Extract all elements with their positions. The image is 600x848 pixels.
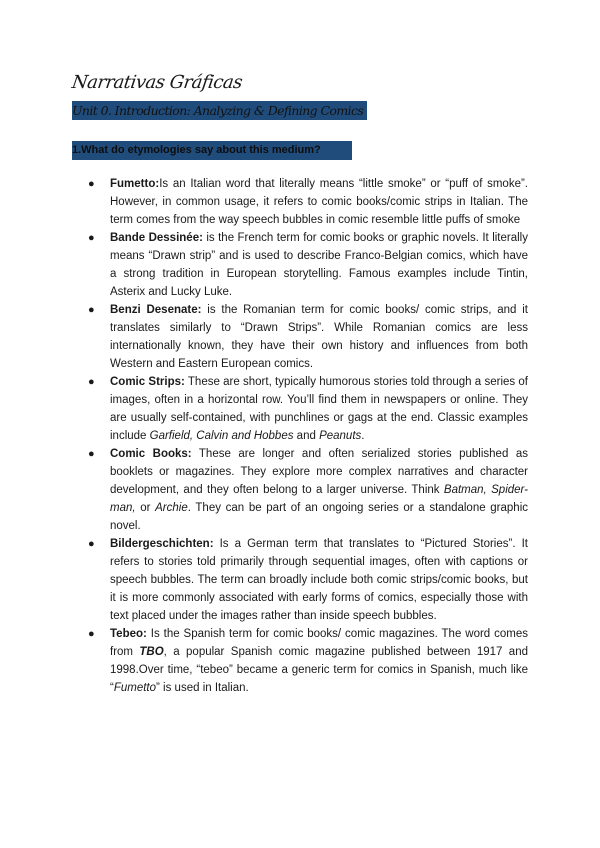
bullet-icon: ● — [88, 304, 95, 316]
list-item-fumetto — [88, 175, 528, 229]
term-label: Benzi Desenate: — [110, 304, 202, 316]
term-label: Bildergeschichten: — [110, 538, 214, 550]
list-item-comic-strips — [88, 373, 528, 445]
list-item-tebeo — [88, 625, 528, 697]
term-description-end: . — [361, 430, 365, 442]
term-label: Fumetto: — [110, 178, 160, 190]
italian-term: Fumetto — [113, 682, 157, 694]
list-item-bildergeschichten — [88, 535, 528, 625]
term-description-end: ” is used in Italian. — [156, 682, 249, 694]
term-description: These are short, typically humorous stories told through a series of images, often in a horizontal row. You’ll find them in newspapers or online. They are usually self-contained, with punchlines or gags at the end. Classic examples include — [110, 376, 529, 442]
example-titles: Garfield, Calvin and Hobbes — [149, 430, 294, 442]
term-description: Is an Italian word that literally means “little smoke” or “puff of smoke”. However, in common usage, it refers to comic books/comic strips in Italian. The term comes from the way speech bubbles in comic resemble little puffs of smoke — [110, 178, 528, 226]
term-description-cont: and — [293, 430, 320, 442]
document-title: Narrativas Gráficas — [70, 72, 244, 93]
term-description-cont: or — [135, 502, 156, 514]
bullet-icon: ● — [88, 232, 95, 244]
example-title: Peanuts — [319, 430, 362, 442]
bullet-icon: ● — [88, 178, 95, 190]
list-item-benzi-desenate — [88, 301, 528, 373]
bullet-icon: ● — [88, 628, 95, 640]
document-subtitle: Unit 0. Introduction: Analyzing & Defining Comics — [72, 101, 367, 120]
term-description: These are longer and often serialized stories published as booklets or magazines. They explore more complex narratives and character development, and they often belong to a larger universe. Think — [110, 448, 528, 496]
section-heading: 1.What do etymologies say about this medium? — [72, 141, 352, 160]
term-description: is the Romanian term for comic books/ comic strips, and it translates similarly to “Drawn Strips”. While Romanian comics are less internationally known, they have their own history and influences from both Western and Eastern European comics. — [110, 304, 528, 370]
term-description-cont: , a popular Spanish comic magazine published between 1917 and 1998.Over time, “tebeo” became a generic term for comics in Spanish, much like “ — [110, 646, 528, 694]
list-item-comic-books — [88, 445, 528, 535]
example-title: Archie — [155, 502, 188, 514]
term-description: Is the Spanish term for comic books/ comic magazines. The word comes from — [110, 628, 528, 658]
list-item-bande-dessinee — [88, 229, 528, 301]
term-label: Comic Books: — [110, 448, 192, 460]
magazine-name: TBO — [139, 646, 164, 658]
example-titles: Batman, Spider-man, — [110, 484, 529, 514]
term-label: Comic Strips: — [110, 376, 185, 388]
bullet-icon: ● — [88, 448, 95, 460]
term-label: Tebeo: — [110, 628, 147, 640]
term-description: Is a German term that translates to “Pictured Stories”. It refers to stories told primarily through sequential images, often with captions or speech bubbles. The term can broadly include both comic strips/comic books, but it is more commonly associated with early forms of comics, especially those with text placed under the images rather than inside speech bubbles. — [110, 538, 528, 622]
bullet-icon: ● — [88, 538, 95, 550]
term-label: Bande Dessinée: — [110, 232, 203, 244]
term-description: is the French term for comic books or graphic novels. It literally means “Drawn strip” and is used to describe Franco-Belgian comics, which have a strong tradition in European storytelling. Famous examples include Tintin, Asterix and Lucky Luke. — [110, 232, 528, 298]
bullet-icon: ● — [88, 376, 95, 388]
term-description-end: . They can be part of an ongoing series or a standalone graphic novel. — [110, 502, 529, 532]
etymology-list — [88, 175, 528, 697]
